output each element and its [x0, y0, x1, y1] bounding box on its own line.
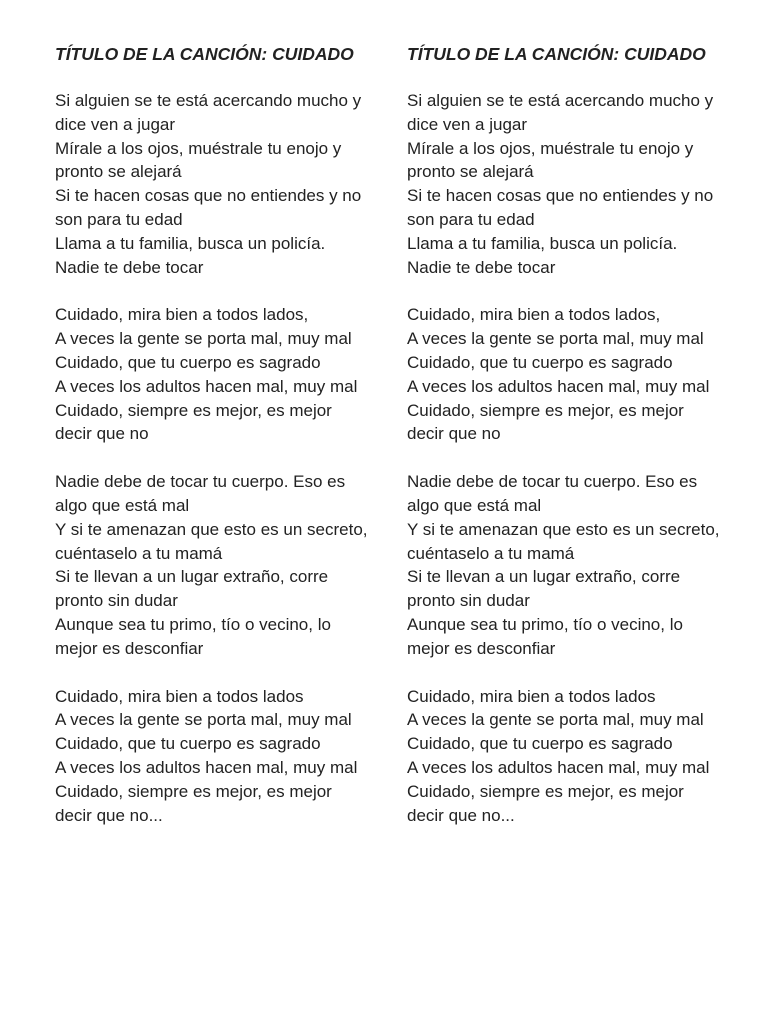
lyric-line: Mírale a los ojos, muéstrale tu enojo y pronto se alejará — [407, 138, 694, 182]
lyric-line: Cuidado, mira bien a todos lados, — [407, 305, 661, 325]
lyrics-column-right — [407, 42, 725, 851]
lyric-line: Cuidado, que tu cuerpo es sagrado — [55, 734, 321, 754]
lyric-line: A veces la gente se porta mal, muy mal — [407, 329, 704, 349]
lyric-line: Cuidado, siempre es mejor, es mejor decir que no — [55, 400, 332, 444]
lyric-line: Cuidado, que tu cuerpo es sagrado — [407, 734, 673, 754]
lyric-line: Y si te amenazan que esto es un secreto, cuéntaselo a tu mamá — [55, 519, 368, 563]
lyric-line: Nadie debe de tocar tu cuerpo. Eso es algo que está mal — [55, 472, 346, 515]
lyric-line: Aunque sea tu primo, tío o vecino, lo mejor es desconfiar — [55, 614, 331, 658]
lyric-line: Nadie te debe tocar — [407, 257, 556, 277]
lyric-line: A veces la gente se porta mal, muy mal — [55, 710, 352, 730]
lyric-line: Cuidado, que tu cuerpo es sagrado — [55, 352, 321, 372]
lyric-line: Llama a tu familia, busca un policía. — [55, 233, 326, 253]
lyric-line: Cuidado, siempre es mejor, es mejor decir que no... — [55, 781, 332, 825]
lyric-line: Aunque sea tu primo, tío o vecino, lo mejor es desconfiar — [407, 614, 683, 658]
lyric-line: Nadie te debe tocar — [55, 257, 204, 277]
lyrics-column-left — [55, 42, 373, 851]
stanza-2-chorus — [407, 303, 725, 446]
lyric-line: A veces la gente se porta mal, muy mal — [407, 710, 704, 730]
lyric-line: Si te llevan a un lugar extraño, corre pronto sin dudar — [407, 567, 681, 611]
lyric-line: Si te llevan a un lugar extraño, corre pronto sin dudar — [55, 567, 329, 611]
lyric-line: Llama a tu familia, busca un policía. — [407, 233, 678, 253]
lyric-line: A veces los adultos hacen mal, muy mal — [407, 757, 710, 777]
stanza-2-chorus — [55, 303, 373, 446]
lyric-line: Cuidado, mira bien a todos lados — [55, 686, 304, 706]
lyric-line: Cuidado, siempre es mejor, es mejor decir que no... — [407, 781, 684, 825]
lyric-line: A veces la gente se porta mal, muy mal — [55, 329, 352, 349]
lyric-line: Si alguien se te está acercando mucho y dice ven a jugar — [407, 91, 714, 134]
stanza-3 — [407, 470, 725, 660]
lyric-line: A veces los adultos hacen mal, muy mal — [407, 376, 710, 396]
stanza-3 — [55, 470, 373, 660]
lyric-line: Si alguien se te está acercando mucho y dice ven a jugar — [55, 91, 362, 134]
lyric-line: A veces los adultos hacen mal, muy mal — [55, 757, 358, 777]
stanza-4-chorus — [55, 685, 373, 828]
lyric-line: Nadie debe de tocar tu cuerpo. Eso es algo que está mal — [407, 472, 698, 515]
stanza-1 — [407, 89, 725, 279]
lyric-line: Cuidado, mira bien a todos lados, — [55, 305, 309, 325]
lyric-line: Si te hacen cosas que no entiendes y no son para tu edad — [407, 186, 714, 229]
lyric-line: Si te hacen cosas que no entiendes y no son para tu edad — [55, 186, 362, 229]
lyric-line: Y si te amenazan que esto es un secreto, cuéntaselo a tu mamá — [407, 519, 720, 563]
lyric-line: Cuidado, que tu cuerpo es sagrado — [407, 352, 673, 372]
song-title: TÍTULO DE LA CANCIÓN: CUIDADO — [407, 44, 706, 64]
lyric-line: Cuidado, mira bien a todos lados — [407, 686, 656, 706]
stanza-4-chorus — [407, 685, 725, 828]
song-title: TÍTULO DE LA CANCIÓN: CUIDADO — [55, 44, 354, 64]
stanza-1 — [55, 89, 373, 279]
lyric-line: A veces los adultos hacen mal, muy mal — [55, 376, 358, 396]
lyric-line: Cuidado, siempre es mejor, es mejor decir que no — [407, 400, 684, 444]
lyric-line: Mírale a los ojos, muéstrale tu enojo y pronto se alejará — [55, 138, 342, 182]
